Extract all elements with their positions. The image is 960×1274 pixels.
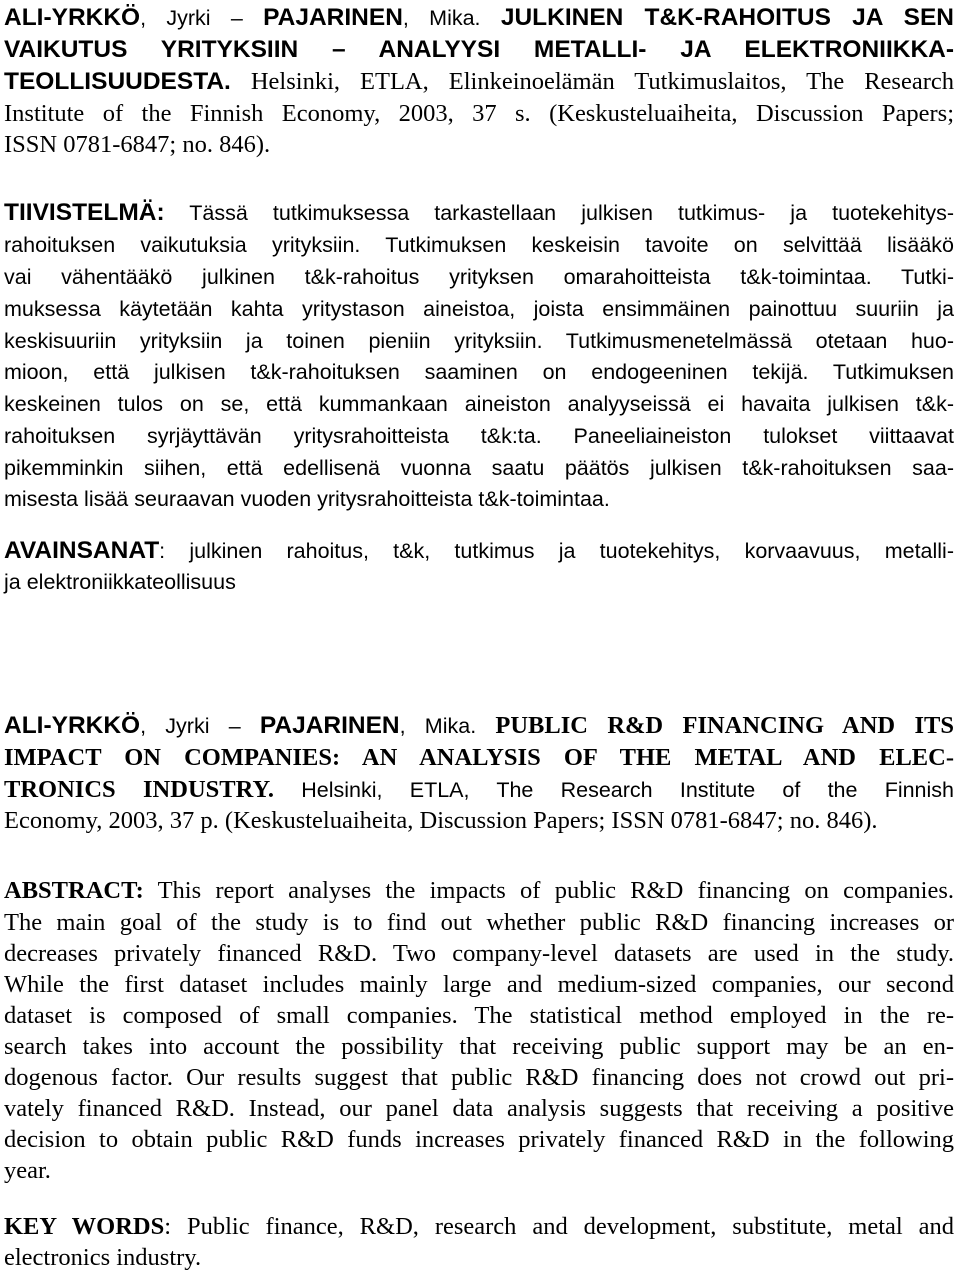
abstract-line-4: While the first dataset includes mainly large and medium-sized companies, our second (4, 971, 954, 998)
keywords-line-1: KEY WORDS: Public finance, R&D, research and development, substitute, metal and (4, 1213, 954, 1240)
avainsanat-line-2: ja elektroniikkateollisuus (4, 570, 236, 594)
abstract-line-3: decreases privately financed R&D. Two company-level datasets are used in the study. (4, 940, 954, 967)
abstract-line-10: year. (4, 1157, 51, 1184)
abstract-line-6: search takes into account the possibility that receiving public support may be an en- (4, 1033, 954, 1060)
author-2-given: , Mika. (399, 714, 496, 738)
english-citation-line-4: Economy, 2003, 37 p. (Keskusteluaiheita, Discussion Papers; ISSN 0781-6847; no. 846). (4, 807, 878, 834)
finnish-citation-line-5: ISSN 0781-6847; no. 846). (4, 131, 271, 158)
english-title-line-3: TRONICS INDUSTRY. (4, 776, 275, 803)
avainsanat-label: AVAINSANAT (4, 537, 160, 564)
author-1-given: , Jyrki – (140, 6, 264, 30)
tiivistelma-line-8: rahoituksen syrjäyttävän yritysrahoitteista t&k:ta. Paneeliaineiston tulokset viittaavat (4, 424, 954, 448)
abstract-line-1: ABSTRACT: This report analyses the impacts of public R&D financing on companies. (4, 877, 954, 904)
finnish-citation-line-3 (4, 67, 954, 97)
tiivistelma-line-6: mioon, että julkisen t&k-rahoituksen saaminen on endogeeninen tekijä. Tutkimuksen (4, 360, 954, 384)
english-citation-line-1 (4, 711, 954, 741)
finnish-title-line-3: TEOLLISUUDESTA. (4, 68, 231, 95)
tiivistelma-line-4: muksessa käytetään kahta yritystason aineistoa, joista ensimmäinen painottuu suuriin ja (4, 297, 954, 321)
english-title-line-1: PUBLIC R&D FINANCING AND ITS (495, 712, 954, 739)
abstract-label: ABSTRACT: (4, 877, 144, 904)
keywords-label: KEY WORDS (4, 1213, 165, 1240)
finnish-citation-line-2 (4, 35, 954, 65)
author-1: ALI-YRKKÖ (4, 4, 141, 31)
tiivistelma-line-10: misesta lisää seuraavan vuoden yritysrahoitteista t&k-toimintaa. (4, 487, 610, 511)
tiivistelma-line-7: keskeinen tulos on se, että kummankaan aineiston analyyseissä ei havaita julkisen t&k- (4, 392, 954, 416)
finnish-citation-line-1 (4, 3, 954, 33)
finnish-citation-line-4: Institute of the Finnish Economy, 2003, 37 s. (Keskusteluaiheita, Discussion Papers; (4, 100, 954, 127)
author-1: ALI-YRKKÖ (4, 712, 141, 739)
abstract-line-9: decision to obtain public R&D funds increases privately financed R&D in the following (4, 1126, 954, 1153)
tiivistelma-line-5: keskisuuriin yrityksiin ja toinen pieniin yrityksiin. Tutkimusmenetelmässä otetaan huo- (4, 329, 954, 353)
keywords-line-2: electronics industry. (4, 1244, 202, 1271)
author-1-given: , Jyrki – (140, 714, 260, 738)
finnish-publisher: Helsinki, ETLA, Elinkeinoelämän Tutkimuslaitos, The Research (230, 68, 954, 95)
tiivistelma-label: TIIVISTELMÄ: (4, 199, 165, 226)
tiivistelma-line-1: TIIVISTELMÄ: Tässä tutkimuksessa tarkastellaan julkisen tutkimus- ja tuotekehitys- (4, 199, 954, 226)
abstract-line-8: vately financed R&D. Instead, our panel data analysis suggests that receiving a positive (4, 1095, 954, 1122)
tiivistelma-line-9: pikemminkin siihen, että edellisenä vuonna saatu päätös julkisen t&k-rahoituksen saa- (4, 456, 954, 480)
english-citation-line-2 (4, 743, 954, 773)
finnish-title-line-1: JULKINEN T&K-RAHOITUS JA SEN (500, 4, 954, 31)
abstract-line-5: dataset is composed of small companies. The statistical method employed in the re- (4, 1002, 954, 1029)
finnish-title-line-2: VAIKUTUS YRITYKSIIN – ANALYYSI METALLI- JA ELEKTRONIIKKA- (4, 36, 954, 63)
tiivistelma-line-3: vai vähentääkö julkinen t&k-rahoitus yrityksen omarahoitteista t&k-toimintaa. Tutki- (4, 265, 954, 289)
tiivistelma-line-2: rahoituksen vaikutuksia yrityksiin. Tutkimuksen keskeisin tavoite on selvittää lisääkö (4, 233, 954, 257)
avainsanat-line-1: AVAINSANAT: julkinen rahoitus, t&k, tutkimus ja tuotekehitys, korvaavuus, metalli- (4, 537, 954, 564)
author-2: PAJARINEN (263, 4, 403, 31)
abstract-line-7: dogenous factor. Our results suggest that public R&D financing does not crowd out pri- (4, 1064, 954, 1091)
english-title-line-2: IMPACT ON COMPANIES: AN ANALYSIS OF THE METAL AND ELEC- (4, 744, 954, 771)
abstract-line-2: The main goal of the study is to find out whether public R&D financing increases or (4, 909, 954, 936)
english-citation-line-3 (4, 775, 954, 805)
english-publisher: Helsinki, ETLA, The Research Institute of the Finnish (274, 778, 954, 802)
author-2-given: , Mika. (402, 6, 501, 30)
author-2: PAJARINEN (259, 712, 400, 739)
